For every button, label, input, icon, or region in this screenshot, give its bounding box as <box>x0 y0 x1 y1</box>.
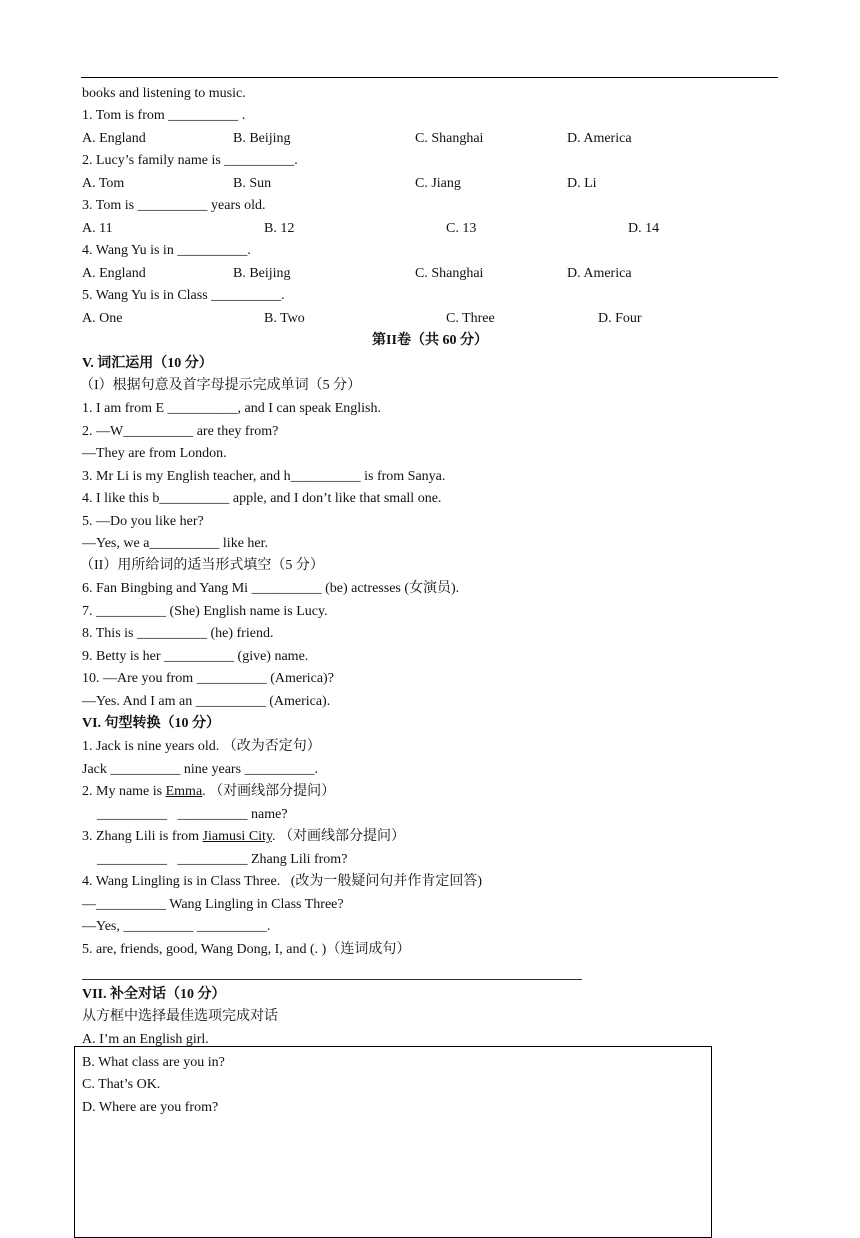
vocab-line-5: 4. I like this b__________ apple, and I don’t like that small one. <box>82 491 442 506</box>
form-line-10: 10. —Are you from __________ (America)? <box>82 671 334 686</box>
vocab-line-4: 3. Mr Li is my English teacher, and h__________ is from Sanya. <box>82 469 446 484</box>
transform-q3-answer: __________ __________ Zhang Lili from? <box>97 852 348 867</box>
vocab-line-3: —They are from London. <box>82 446 227 461</box>
form-line-8: 8. This is __________ (he) friend. <box>82 626 274 641</box>
transform-q1-answer: Jack __________ nine years __________. <box>82 762 319 777</box>
reading-q2-option-b: B. Sun <box>233 176 272 191</box>
transform-q2-underlined: Emma <box>165 784 203 799</box>
reading-q4-option-a: A. England <box>82 266 146 281</box>
reading-q1-option-c: C. Shanghai <box>415 131 484 146</box>
reading-q2-option-d: D. Li <box>567 176 597 191</box>
reading-q3-option-c: C. 13 <box>446 221 477 236</box>
transform-q5: 5. are, friends, good, Wang Dong, I, and (. )（连词成句） <box>82 942 411 957</box>
reading-q5: 5. Wang Yu is in Class __________. <box>82 288 285 303</box>
vocab-line-1: 1. I am from E __________, and I can speak English. <box>82 401 381 416</box>
reading-q1-option-b: B. Beijing <box>233 131 291 146</box>
dialog-choice-a: A. I’m an English girl. <box>82 1032 209 1047</box>
reading-q3-option-b: B. 12 <box>264 221 295 236</box>
transform-q2 <box>82 783 335 801</box>
reading-q5-option-b: B. Two <box>264 311 305 326</box>
form-line-7: 7. __________ (She) English name is Lucy. <box>82 604 328 619</box>
vocab-line-7: —Yes, we a__________ like her. <box>82 536 269 551</box>
reading-q1-option-d: D. America <box>567 131 632 146</box>
transform-q3-underlined: Jiamusi City <box>202 829 273 844</box>
section7-instruction: 从方框中选择最佳选项完成对话 <box>82 1009 278 1024</box>
transform-q3-pre: 3. Zhang Lili is from <box>82 829 203 844</box>
dialog-choice-c: C. That’s OK. <box>82 1077 161 1092</box>
part2-title: 第II卷（共 60 分） <box>372 333 488 348</box>
form-line-10-answer: —Yes. And I am an __________ (America). <box>82 694 331 709</box>
transform-q2-answer: __________ __________ name? <box>97 807 288 822</box>
reading-q1-option-a: A. England <box>82 131 146 146</box>
dialog-choice-b: B. What class are you in? <box>82 1055 225 1070</box>
form-line-6: 6. Fan Bingbing and Yang Mi __________ (be) actresses (女演员). <box>82 581 460 596</box>
section5-sub2: （II）用所给词的适当形式填空（5 分） <box>80 558 324 573</box>
transform-q1: 1. Jack is nine years old. （改为否定句） <box>82 739 321 754</box>
reading-q2-option-c: C. Jiang <box>415 176 461 191</box>
dialog-choice-d: D. Where are you from? <box>82 1100 219 1115</box>
transform-q2-post: . （对画线部分提问） <box>202 784 336 799</box>
reading-q4-option-d: D. America <box>567 266 632 281</box>
reading-q1: 1. Tom is from __________ . <box>82 108 246 123</box>
section7-title: VII. 补全对话（10 分） <box>82 987 226 1002</box>
reading-q4-option-b: B. Beijing <box>233 266 291 281</box>
reading-q5-option-c: C. Three <box>446 311 495 326</box>
reading-q3-option-d: D. 14 <box>628 221 660 236</box>
reading-q4: 4. Wang Yu is in __________. <box>82 243 251 258</box>
transform-q3-post: . （对画线部分提问） <box>272 829 406 844</box>
reading-q2: 2. Lucy’s family name is __________. <box>82 153 298 168</box>
transform-q3 <box>82 828 405 846</box>
reading-q3: 3. Tom is __________ years old. <box>82 198 266 213</box>
reading-q4-option-c: C. Shanghai <box>415 266 484 281</box>
form-line-9: 9. Betty is her __________ (give) name. <box>82 649 309 664</box>
transform-q2-pre: 2. My name is <box>82 784 166 799</box>
reading-q3-option-a: A. 11 <box>82 221 113 236</box>
transform-q4: 4. Wang Lingling is in Class Three. (改为一般疑问句并作肯定回答) <box>82 874 483 889</box>
reading-q2-option-a: A. Tom <box>82 176 125 191</box>
vocab-line-6: 5. —Do you like her? <box>82 514 204 529</box>
answer-line <box>82 979 582 980</box>
choice-box <box>74 1046 712 1238</box>
section6-title: VI. 句型转换（10 分） <box>82 716 221 731</box>
transform-q4-answer-question: —__________ Wang Lingling in Class Three? <box>82 897 344 912</box>
transform-q4-answer-reply: —Yes, __________ __________. <box>82 919 271 934</box>
top-rule <box>81 77 778 78</box>
reading-q5-option-d: D. Four <box>598 311 642 326</box>
section5-title: V. 词汇运用（10 分） <box>82 356 213 371</box>
reading-q5-option-a: A. One <box>82 311 123 326</box>
section5-sub1: （I）根据句意及首字母提示完成单词（5 分） <box>80 378 362 393</box>
vocab-line-2: 2. —W__________ are they from? <box>82 424 279 439</box>
passage-tail: books and listening to music. <box>82 86 246 101</box>
